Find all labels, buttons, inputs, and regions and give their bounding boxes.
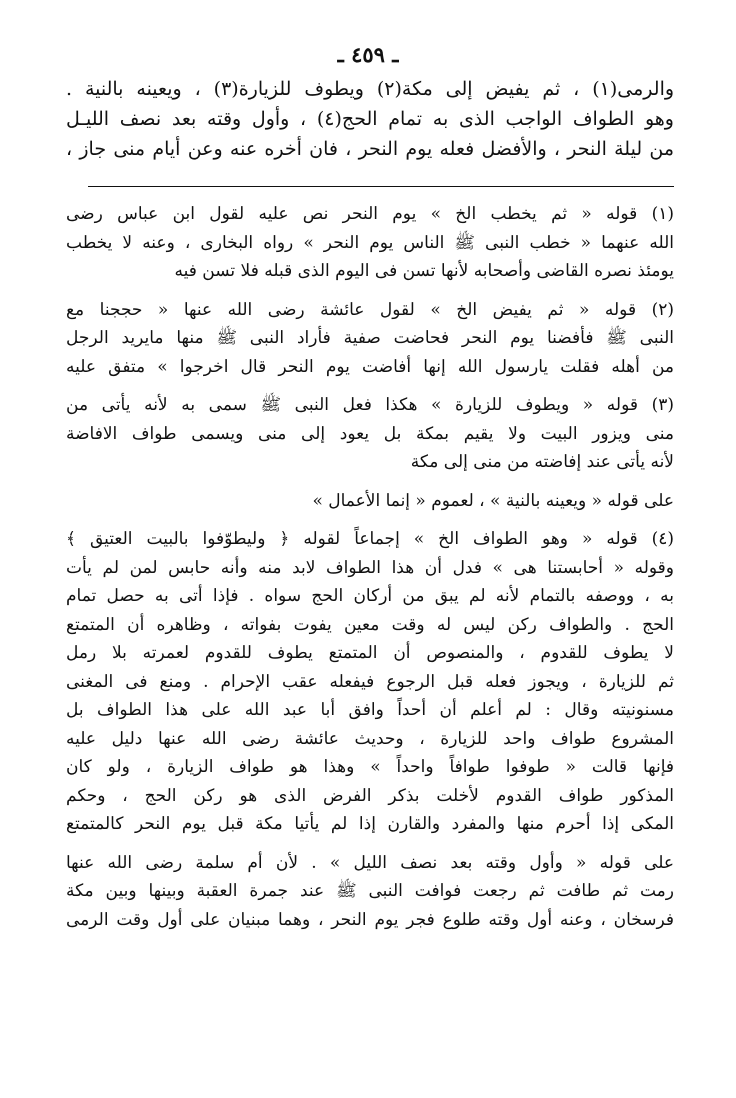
footnote-line: على قوله « وأول وقته بعد نصف الليل » . لأن أم سلمة رضى الله عنها [66, 852, 674, 873]
footnote-line: لأنه يأتى عند إفاضته من منى إلى مكة [410, 452, 674, 472]
footnote-line: منى ويزور البيت ولا يقيم بمكة بل يعود إلى منى ويسمى طواف الافاضة [66, 423, 674, 444]
main-text-line: والرمى(١) ، ثم يفيض إلى مكة(٢) ويطوف للزيارة(٣) ، ويعينه بالنية . [66, 78, 674, 100]
footnote-line: المشروع طواف واحد للزيارة ، وحديث عائشة رضى الله عنها دليل عليه [66, 728, 674, 749]
footnote-niyya [66, 487, 674, 516]
footnote-2 [66, 296, 674, 382]
footnote-line: المذكور طواف القدوم لأخلت بذكر الفرض الذى هو ركن الحج ، وحكم [66, 785, 674, 806]
footnote-4 [66, 525, 674, 839]
footnotes [66, 200, 674, 944]
footnote-1 [66, 200, 674, 286]
main-text [66, 74, 674, 164]
footnote-line: وقوله « أحابستنا هى » فدل أن هذا الطواف لابد منه وأنه حابس لمن لم يأت [66, 557, 674, 578]
footnote-line: فرسخان ، وعنه أول وقته طلوع فجر يوم النحر ، وهما مبنيان على أول وقت الرمى [66, 909, 674, 930]
main-text-line: وهو الطواف الواجب الذى به تمام الحج(٤) ، وأول وقته بعد نصف الليـل [66, 108, 674, 130]
footnote-line: النبى ﷺ فأفضنا يوم النحر فحاضت صفية فأراد النبى ﷺ منها مايريد الرجل [66, 328, 674, 348]
footnote-line: (٤) قوله « وهو الطواف الخ » إجماعاً لقوله ﴿ وليطوّفوا بالبيت العتيق ﴾ [66, 529, 674, 549]
main-text-line: من ليلة النحر ، والأفضل فعله يوم النحر ، فان أخره عنه وعن أيام منى جاز ، [66, 138, 674, 160]
footnote-line: المكى إذا أحرم منها والمفرد والقارن إذا لم يأتيا مكة قبل يوم النحر كالمتمتع [66, 814, 674, 834]
footnote-line: من أهله فقلت يارسول الله إنها أفاضت يوم النحر قال اخرجوا » متفق عليه [66, 356, 674, 377]
footnote-line: (٣) قوله « ويطوف للزيارة » هكذا فعل النبى ﷺ سمى به لأنه يأتى من [66, 395, 674, 415]
footnote-line: مسنونيته وقال : لم أعلم أن أحداً وافق أبا عبد الله على هذا الطواف بل [66, 700, 674, 720]
footnote-line: الله عنهما « خطب النبى ﷺ الناس يوم النحر » رواه البخارى ، وعنه لا يخطب [66, 232, 674, 253]
footnote-3 [66, 391, 674, 477]
footnote-line: ثم للزيارة ، ويجوز فعله قبل الرجوع فيفعله عقب الإحرام . ومنع فى المغنى [66, 671, 674, 692]
page-number: ـ ٤٥٩ ـ [337, 42, 399, 67]
footnote-line: لا يطوف للقدوم ، والمنصوص أن المتمتع يطوف للقدوم لعمرته بلا رمل [66, 643, 674, 663]
footnote-line: على قوله « ويعينه بالنية » ، لعموم « إنما الأعمال » [312, 490, 674, 511]
footnote-divider [88, 186, 674, 187]
footnote-line: (٢) قوله « ثم يفيض الخ » لقول عائشة رضى الله عنها « حججنا مع [66, 299, 674, 320]
footnote-line: الحج . والطواف ركن ليس له وقت معين يفوت بفواته ، وظاهره أن المتمتع [66, 614, 674, 635]
footnote-line: يومئذ نصره القاضى وأصحابه لأنها تسن فى اليوم الذى قبله فلا تسن فيه [174, 261, 674, 281]
footnote-line: رمت ثم طافت ثم رجعت فوافت النبى ﷺ عند جمرة العقبة وبينها وبين مكة [66, 881, 674, 901]
footnote-line: (١) قوله « ثم يخطب الخ » يوم النحر نص عليه لقول ابن عباس رضى [66, 204, 674, 224]
footnote-line: به ، ووصفه بالتمام لأنه لم يبق من أركان الحج سواه . فإذا أتى به حصل تمام [66, 586, 674, 606]
footnote-line: فإنها قالت « طوفوا طوافاً واحداً » وهذا هو طواف الزيارة ، ولو كان [66, 757, 674, 777]
footnote-time [66, 849, 674, 935]
